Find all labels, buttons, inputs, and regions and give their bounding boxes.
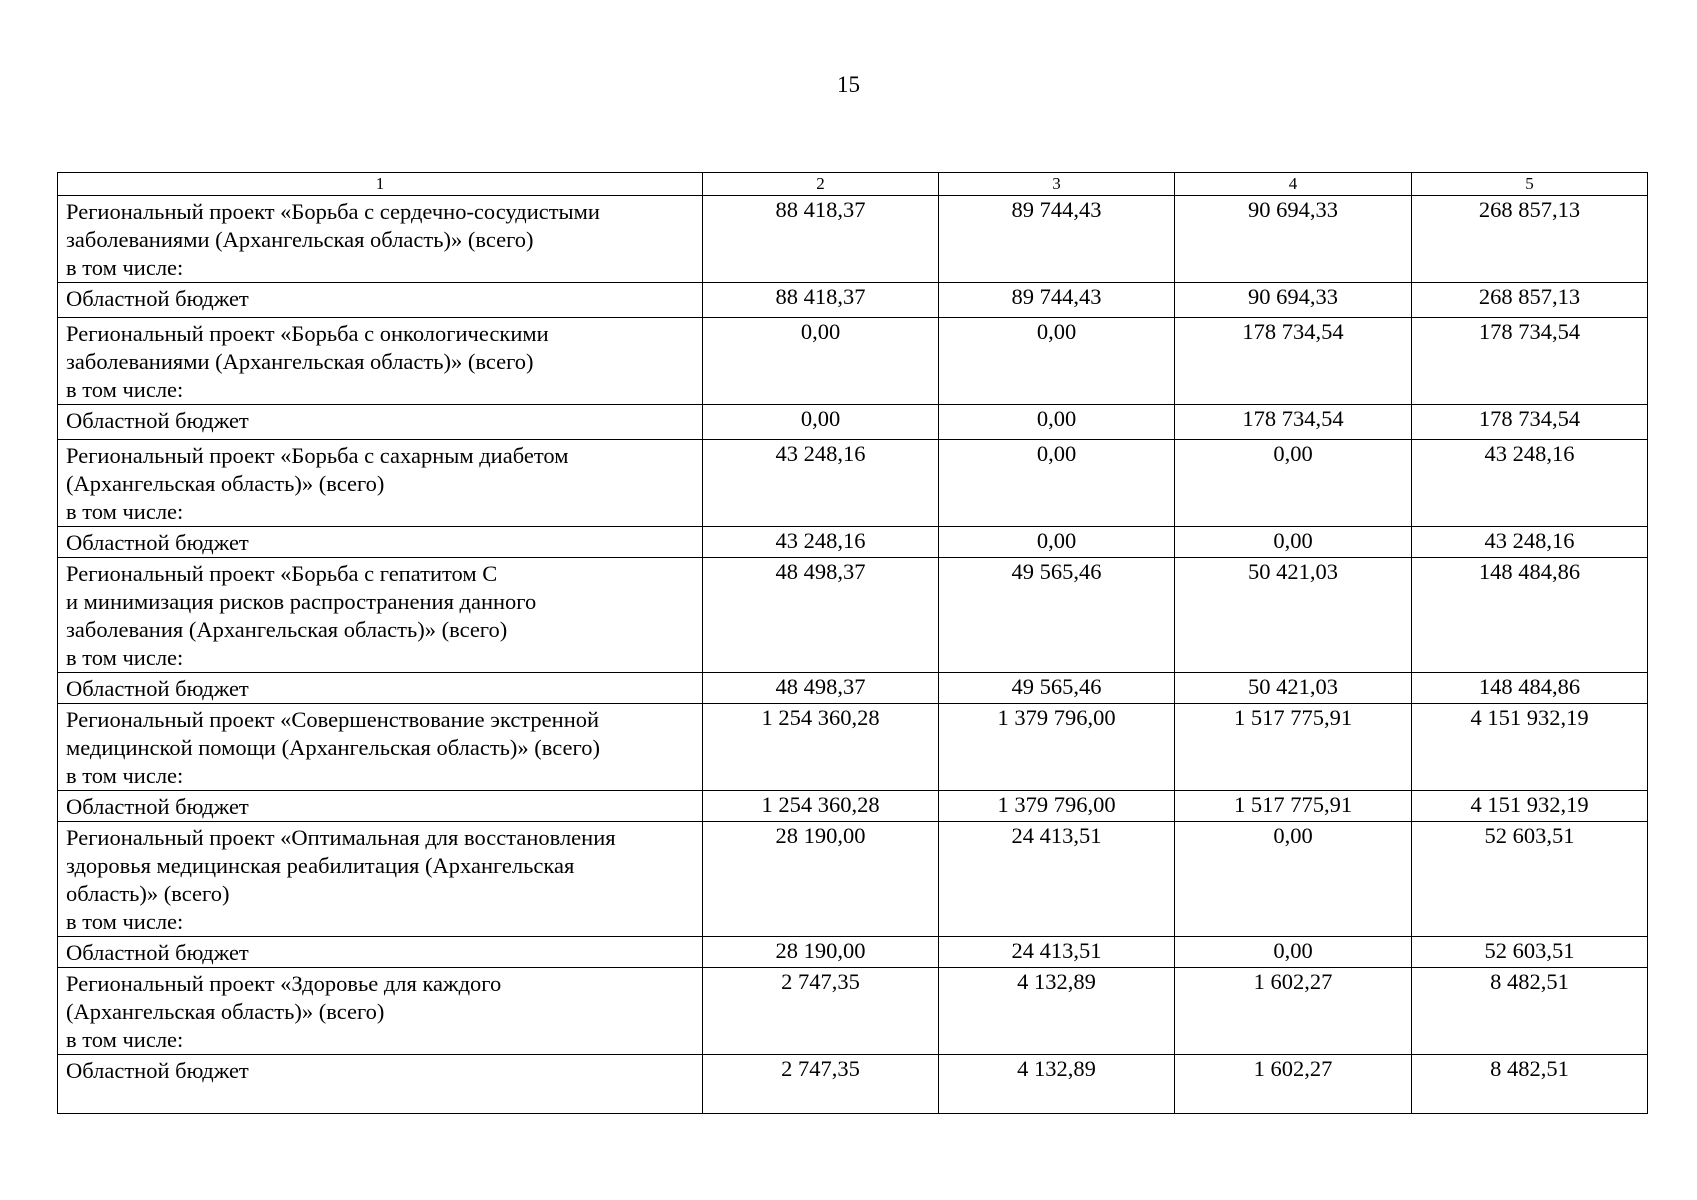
column-header-4: 4: [1175, 173, 1412, 196]
row-name: Региональный проект «Борьба с сахарным диабетом (Архангельская область)» (всего) в том числе:: [58, 440, 703, 527]
table-row: [58, 673, 1648, 704]
row-name: Областной бюджет: [58, 527, 703, 558]
table-row: [58, 405, 1648, 440]
column-header-3: 3: [939, 173, 1175, 196]
row-name: Областной бюджет: [58, 405, 703, 440]
row-name: Региональный проект «Оптимальная для восстановления здоровья медицинская реабилитация (Архангельская область)» (всего) в том числе:: [58, 822, 703, 937]
value-col-2: 43 248,16: [703, 527, 939, 558]
value-col-2: 1 254 360,28: [703, 791, 939, 822]
table-row: [58, 791, 1648, 822]
value-col-5: 4 151 932,19: [1412, 704, 1648, 791]
table-row: [58, 318, 1648, 405]
value-col-3: 24 413,51: [939, 822, 1175, 937]
value-col-4: 50 421,03: [1175, 558, 1412, 673]
value-col-2: 28 190,00: [703, 822, 939, 937]
value-col-3: 89 744,43: [939, 196, 1175, 283]
value-col-3: 4 132,89: [939, 1055, 1175, 1114]
value-col-3: 0,00: [939, 440, 1175, 527]
value-col-2: 28 190,00: [703, 937, 939, 968]
value-col-2: 48 498,37: [703, 558, 939, 673]
row-name: Региональный проект «Совершенствование экстренной медицинской помощи (Архангельская область)» (всего) в том числе:: [58, 704, 703, 791]
table-row: [58, 937, 1648, 968]
value-col-3: 49 565,46: [939, 558, 1175, 673]
value-col-5: 8 482,51: [1412, 968, 1648, 1055]
row-name: Областной бюджет: [58, 791, 703, 822]
row-name: Региональный проект «Борьба с гепатитом С и минимизация рисков распространения данного заболевания (Архангельская область)» (всего) в том числе:: [58, 558, 703, 673]
value-col-4: 90 694,33: [1175, 283, 1412, 318]
table-row: [58, 1055, 1648, 1114]
budget-table: [57, 172, 1648, 1114]
table-row: [58, 558, 1648, 673]
row-name: Региональный проект «Борьба с онкологическими заболеваниями (Архангельская область)» (всего) в том числе:: [58, 318, 703, 405]
value-col-3: 49 565,46: [939, 673, 1175, 704]
row-name: Региональный проект «Здоровье для каждого (Архангельская область)» (всего) в том числе:: [58, 968, 703, 1055]
table-row: [58, 283, 1648, 318]
value-col-4: 178 734,54: [1175, 405, 1412, 440]
value-col-3: 24 413,51: [939, 937, 1175, 968]
value-col-3: 0,00: [939, 318, 1175, 405]
value-col-2: 2 747,35: [703, 1055, 939, 1114]
value-col-3: 1 379 796,00: [939, 704, 1175, 791]
row-name: Областной бюджет: [58, 283, 703, 318]
value-col-3: 0,00: [939, 527, 1175, 558]
value-col-4: 1 602,27: [1175, 968, 1412, 1055]
value-col-3: 4 132,89: [939, 968, 1175, 1055]
column-header-5: 5: [1412, 173, 1648, 196]
value-col-5: 4 151 932,19: [1412, 791, 1648, 822]
table-row: [58, 704, 1648, 791]
column-header-1: 1: [58, 173, 703, 196]
table-row: [58, 527, 1648, 558]
value-col-5: 52 603,51: [1412, 937, 1648, 968]
value-col-5: 178 734,54: [1412, 318, 1648, 405]
value-col-5: 52 603,51: [1412, 822, 1648, 937]
row-name: Региональный проект «Борьба с сердечно-сосудистыми заболеваниями (Архангельская область)» (всего) в том числе:: [58, 196, 703, 283]
column-header-2: 2: [703, 173, 939, 196]
value-col-4: 0,00: [1175, 822, 1412, 937]
value-col-5: 148 484,86: [1412, 673, 1648, 704]
value-col-2: 2 747,35: [703, 968, 939, 1055]
row-name: Областной бюджет: [58, 1055, 703, 1114]
value-col-3: 1 379 796,00: [939, 791, 1175, 822]
value-col-4: 50 421,03: [1175, 673, 1412, 704]
table-header-row: [58, 173, 1648, 196]
value-col-2: 1 254 360,28: [703, 704, 939, 791]
value-col-5: 268 857,13: [1412, 196, 1648, 283]
value-col-4: 0,00: [1175, 937, 1412, 968]
table-row: [58, 440, 1648, 527]
table-row: [58, 968, 1648, 1055]
value-col-4: 1 517 775,91: [1175, 704, 1412, 791]
value-col-4: 1 517 775,91: [1175, 791, 1412, 822]
value-col-5: 43 248,16: [1412, 527, 1648, 558]
value-col-5: 8 482,51: [1412, 1055, 1648, 1114]
value-col-2: 0,00: [703, 318, 939, 405]
value-col-2: 88 418,37: [703, 196, 939, 283]
value-col-4: 0,00: [1175, 440, 1412, 527]
value-col-3: 89 744,43: [939, 283, 1175, 318]
value-col-2: 88 418,37: [703, 283, 939, 318]
row-name: Областной бюджет: [58, 673, 703, 704]
value-col-2: 43 248,16: [703, 440, 939, 527]
value-col-2: 0,00: [703, 405, 939, 440]
table-row: [58, 822, 1648, 937]
value-col-4: 178 734,54: [1175, 318, 1412, 405]
row-name: Областной бюджет: [58, 937, 703, 968]
value-col-4: 90 694,33: [1175, 196, 1412, 283]
value-col-5: 43 248,16: [1412, 440, 1648, 527]
value-col-4: 1 602,27: [1175, 1055, 1412, 1114]
table-row: [58, 196, 1648, 283]
value-col-5: 178 734,54: [1412, 405, 1648, 440]
value-col-4: 0,00: [1175, 527, 1412, 558]
value-col-2: 48 498,37: [703, 673, 939, 704]
page-number: 15: [837, 72, 860, 97]
value-col-3: 0,00: [939, 405, 1175, 440]
value-col-5: 268 857,13: [1412, 283, 1648, 318]
value-col-5: 148 484,86: [1412, 558, 1648, 673]
